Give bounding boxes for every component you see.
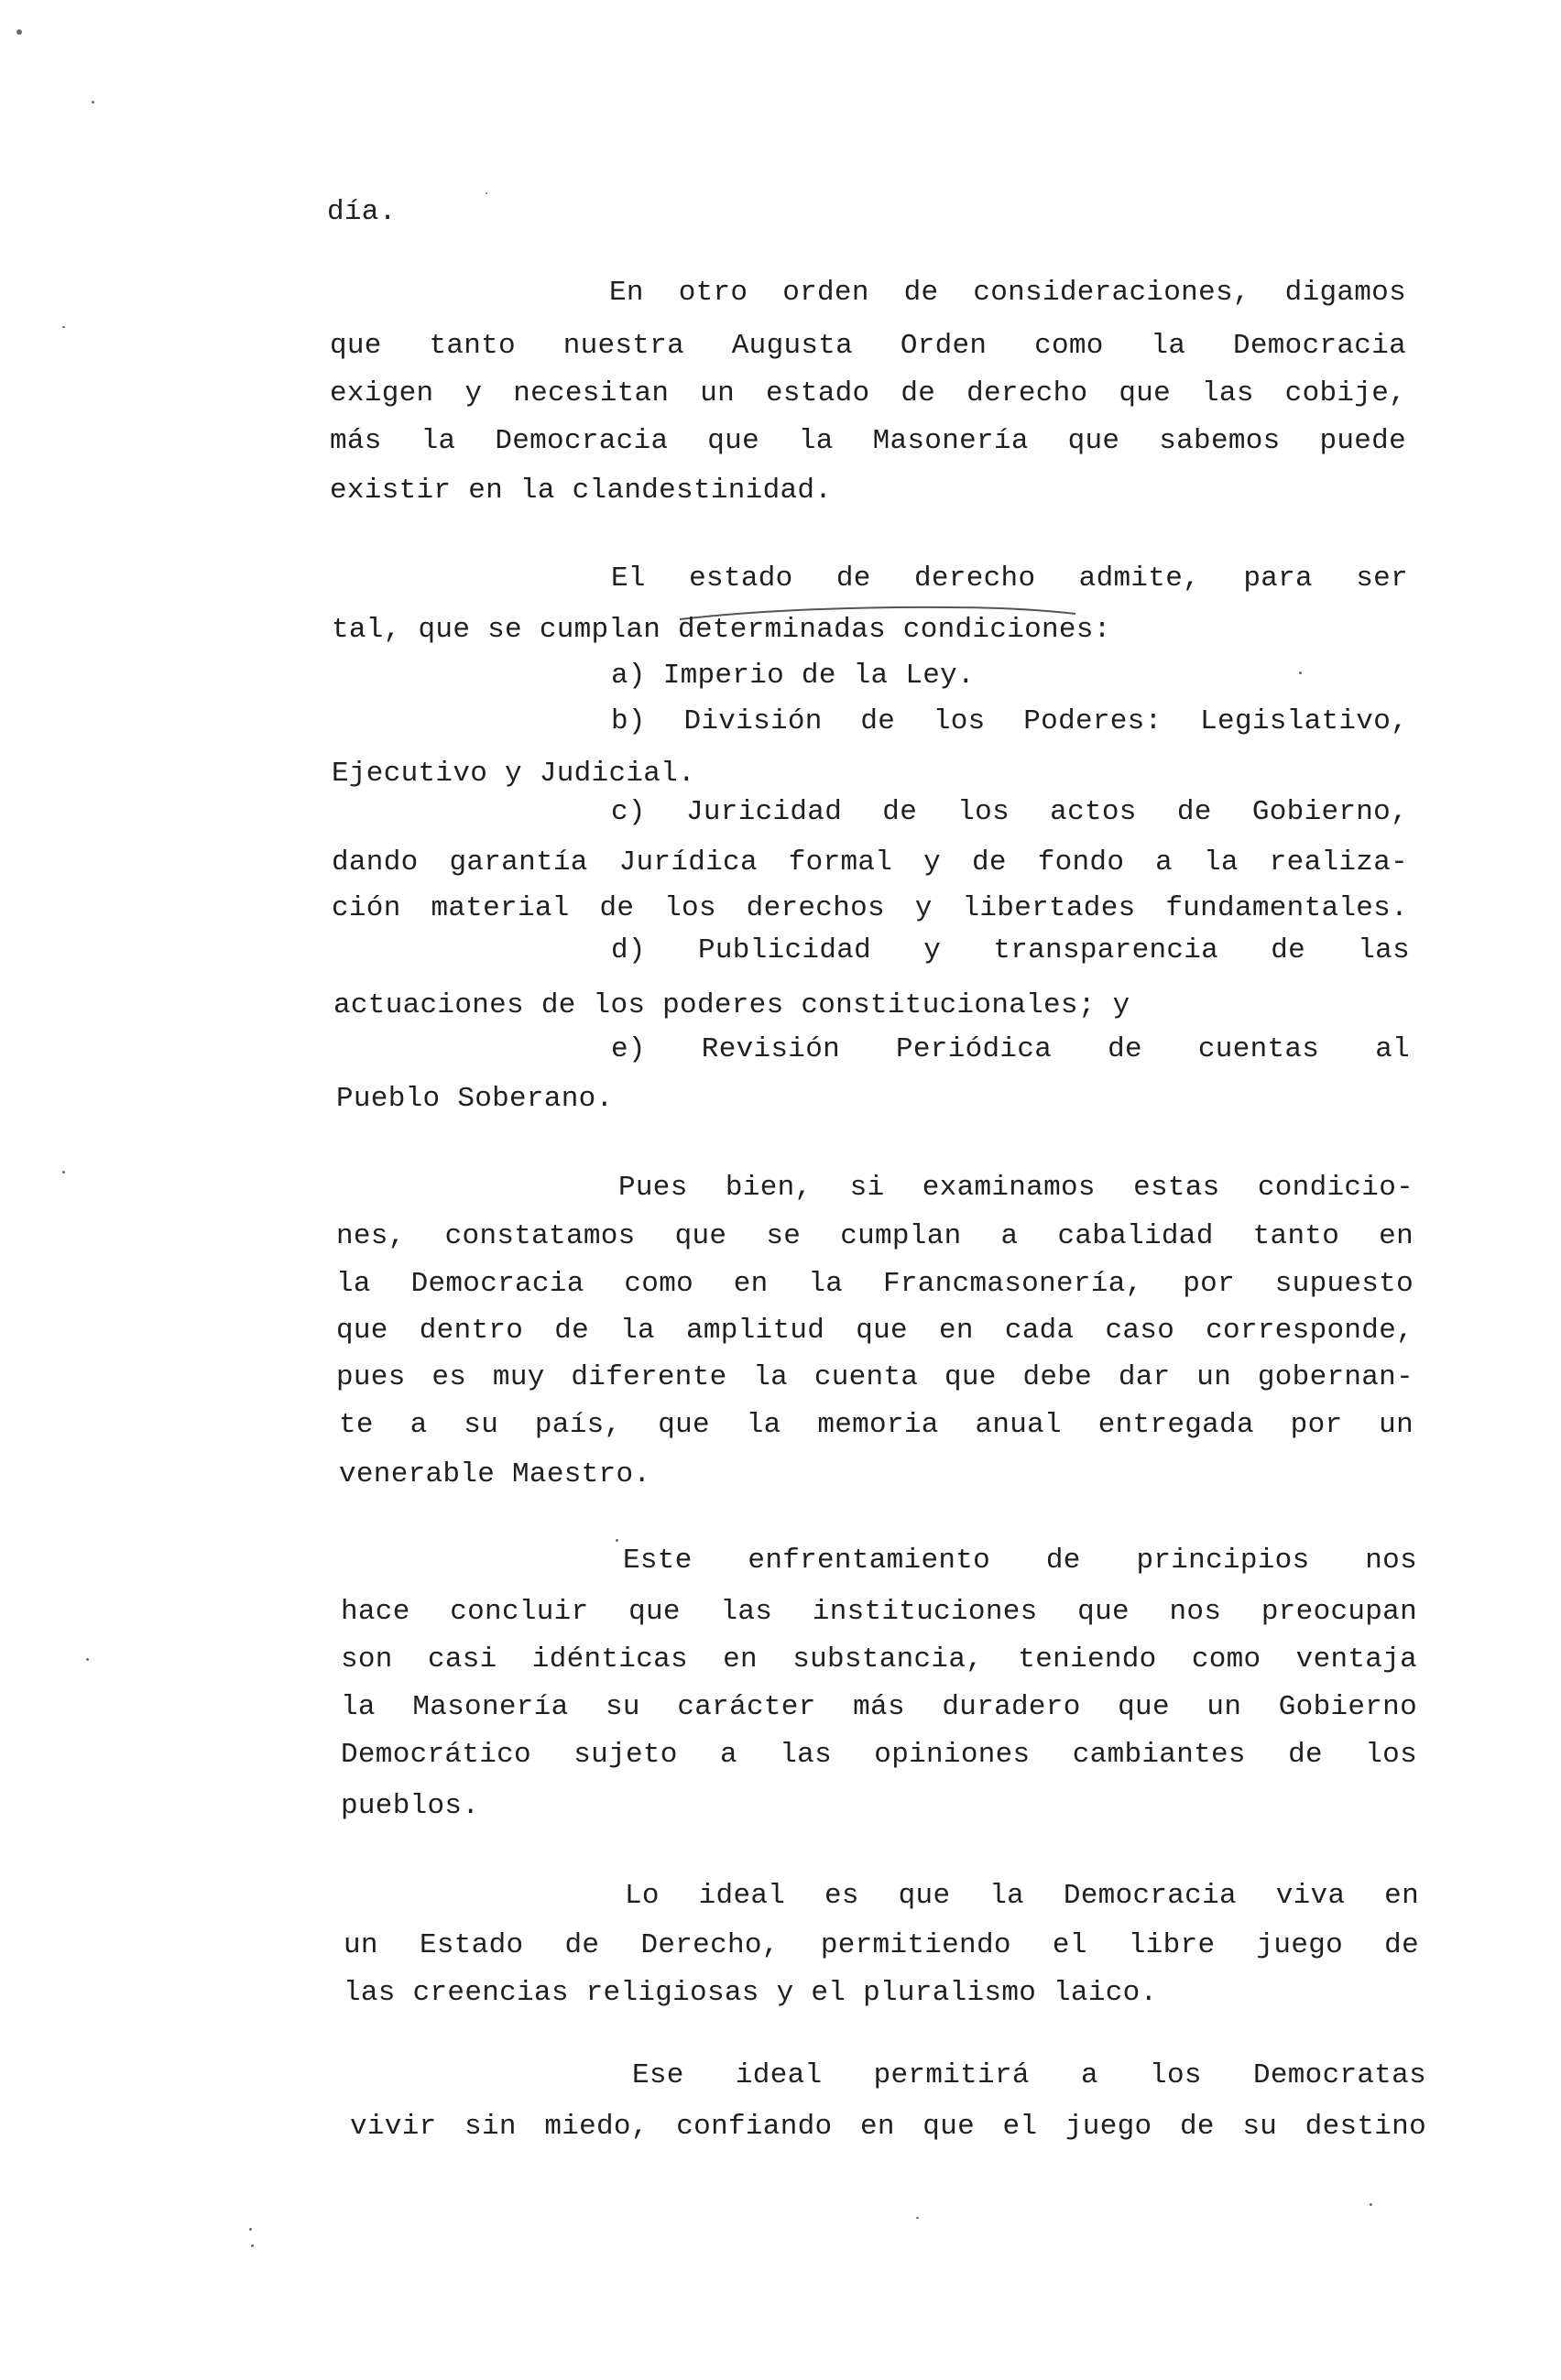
text-line: más la Democracia que la Masonería que sabemos puede [330, 425, 1406, 457]
list-item-c: c) Juricidad de los actos de Gobierno, [611, 796, 1408, 828]
text-line: Pueblo Soberano. [336, 1083, 614, 1115]
text-line: Pues bien, si examinamos estas condicio- [618, 1172, 1414, 1204]
text-line: venerable Maestro. [339, 1458, 651, 1490]
text-line: tal, que se cumplan determinadas condiciones: [332, 614, 1111, 646]
text-line: dando garantía Jurídica formal y de fondo a la realiza- [332, 846, 1408, 879]
text-line: que dentro de la amplitud que en cada caso corresponde, [336, 1315, 1414, 1347]
scan-speck [92, 101, 94, 104]
list-item-d: d) Publicidad y transparencia de las [611, 934, 1410, 966]
text-line: Ejecutivo y Judicial. [332, 758, 695, 790]
text-line: exigen y necesitan un estado de derecho que las cobije, [330, 377, 1406, 409]
list-item-b: b) División de los Poderes: Legislativo, [611, 705, 1408, 737]
scan-speck [62, 326, 65, 328]
list-item-a: a) Imperio de la Ley. [611, 660, 975, 692]
text-line: la Masonería su carácter más duradero que un Gobierno [341, 1691, 1417, 1723]
scan-speck [916, 2217, 919, 2219]
scan-speck [1299, 671, 1302, 674]
scan-speck [249, 2228, 252, 2231]
text-line: las creencias religiosas y el pluralismo laico. [344, 1977, 1158, 2009]
text-line: Lo ideal es que la Democracia viva en [625, 1880, 1419, 1912]
text-line: pueblos. [341, 1790, 480, 1822]
text-line: un Estado de Derecho, permitiendo el libre juego de [344, 1929, 1419, 1961]
scan-speck [16, 29, 22, 35]
text-line: son casi idénticas en substancia, teniendo como ventaja [341, 1643, 1417, 1676]
text-line: ción material de los derechos y libertades fundamentales. [332, 892, 1408, 924]
text-line: Este enfrentamiento de principios nos [623, 1545, 1417, 1577]
text-line: te a su país, que la memoria anual entregada por un [339, 1409, 1414, 1441]
scan-speck [486, 192, 487, 194]
text-line: El estado de derecho admite, para ser [611, 562, 1408, 595]
text-line: actuaciones de los poderes constitucionales; y [333, 989, 1130, 1021]
scan-speck [62, 1171, 65, 1174]
text-line: que tanto nuestra Augusta Orden como la Democracia [330, 330, 1406, 362]
text-line: nes, constatamos que se cumplan a cabalidad tanto en [336, 1220, 1414, 1252]
text-line: existir en la clandestinidad. [330, 475, 833, 507]
text-line: pues es muy diferente la cuenta que debe dar un gobernan- [336, 1361, 1414, 1393]
scan-speck [251, 2244, 254, 2247]
scan-speck [86, 1658, 89, 1661]
text-line: Democrático sujeto a las opiniones cambiantes de los [341, 1739, 1417, 1771]
text-line: la Democracia como en la Francmasonería, por supuesto [336, 1268, 1414, 1300]
text-line: En otro orden de consideraciones, digamos [609, 277, 1406, 309]
text-line: Ese ideal permitirá a los Democratas [632, 2059, 1426, 2091]
list-item-e: e) Revisión Periódica de cuentas al [611, 1033, 1410, 1065]
scan-speck [616, 1539, 618, 1542]
text-line: hace concluir que las instituciones que nos preocupan [341, 1596, 1417, 1628]
scan-speck [1370, 2203, 1372, 2206]
text-line: vivir sin miedo, confiando en que el juego de su destino [350, 2111, 1426, 2143]
text-line: día. [327, 196, 397, 228]
